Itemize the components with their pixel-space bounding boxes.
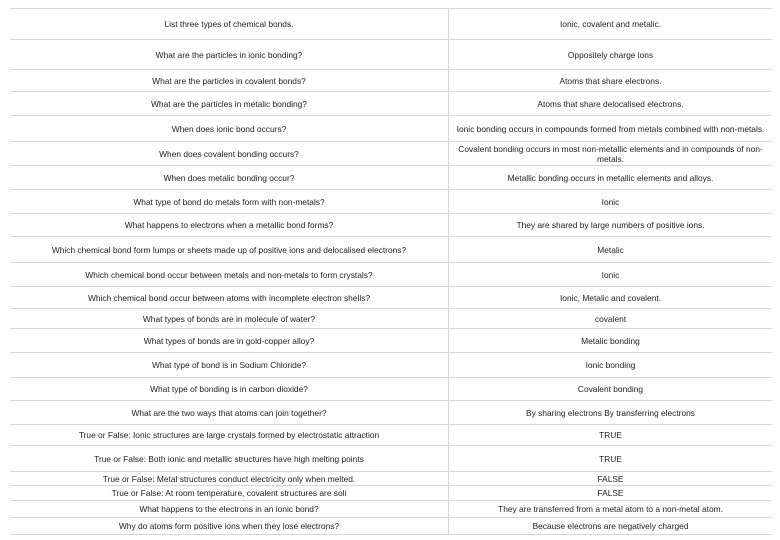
answer-cell: Oppositely charge ions — [567, 49, 654, 60]
question-cell: When does metalic bonding occur? — [10, 166, 449, 189]
answer-cell: Ionic, covalent and metalic. — [559, 19, 662, 29]
table-row — [10, 214, 772, 237]
table-row — [10, 353, 772, 378]
answer-cell: They are transferred from a metal atom to a non-metal atom. — [498, 504, 723, 514]
qa-table — [10, 8, 772, 535]
answer-cell: Atoms that share electrons. — [559, 75, 662, 86]
question-cell: True or False: At room temperature, covalent structures are soli — [10, 486, 449, 500]
table-row — [10, 92, 772, 116]
question-cell: What happens to the electrons in an ionic bond? — [10, 501, 449, 517]
question-cell: List three types of chemical bonds. — [10, 9, 449, 39]
table-row — [10, 70, 772, 92]
table-row — [10, 378, 772, 401]
table-row — [10, 142, 772, 166]
table-row — [10, 8, 772, 40]
answer-cell: Covalent bonding — [577, 384, 644, 394]
answer-cell: Ionic — [601, 196, 620, 207]
question-cell: Why do atoms form positive ions when they lose electrons? — [10, 518, 449, 534]
question-cell: True or False: Both ionic and metallic structures have high melting points — [10, 446, 449, 471]
table-row — [10, 166, 772, 190]
table-row — [10, 287, 772, 309]
answer-cell: Atoms that share delocalised electrons. — [537, 98, 684, 109]
question-cell: When does covalent bonding occurs? — [10, 142, 449, 165]
answer-cell: FALSE — [597, 488, 624, 498]
answer-cell: Covalent bonding occurs in most non-metallic elements and in compounds of non-metals. — [458, 143, 763, 164]
question-cell: Which chemical bond form lumps or sheets made up of positive ions and delocalised electrons? — [10, 237, 449, 262]
question-cell: What type of bond is in Sodium Chloride? — [10, 353, 449, 377]
table-row — [10, 446, 772, 472]
answer-cell: They are shared by large numbers of positive ions. — [516, 220, 705, 230]
answer-cell: Ionic bonding occurs in compounds formed from metals combined with non-metals. — [456, 123, 765, 134]
answer-cell: Metalic — [597, 244, 624, 255]
question-cell: When does ionic bond occurs? — [10, 116, 449, 141]
answer-cell: By sharing electrons By transferring electrons — [526, 407, 695, 418]
answer-cell: FALSE — [597, 473, 624, 484]
question-cell: What type of bonding is in carbon dioxide? — [10, 378, 449, 400]
question-cell: What are the particles in covalent bonds? — [10, 70, 449, 91]
question-cell: What types of bonds are in gold-copper alloy? — [10, 329, 449, 352]
answer-cell: Ionic, Metalic and covalent. — [559, 292, 662, 303]
answer-cell: TRUE — [599, 453, 622, 464]
question-cell: What type of bond do metals form with non-metals? — [10, 190, 449, 213]
question-cell: What are the particles in metalic bonding? — [10, 92, 449, 115]
table-row — [10, 472, 772, 486]
table-row — [10, 329, 772, 353]
answer-cell: TRUE — [599, 430, 622, 440]
answer-cell: Because electrons are negatively charged — [532, 521, 689, 531]
question-cell: True or False: Metal structures conduct electricity only when melted. — [10, 472, 449, 485]
answer-cell: Ionic bonding — [585, 360, 636, 370]
table-row — [10, 518, 772, 535]
question-cell: True or False: Ionic structures are large crystals formed by electrostatic attraction — [10, 425, 449, 445]
question-cell: What happens to electrons when a metallic bond forms? — [10, 214, 449, 236]
question-cell: Which chemical bond occur between atoms with incomplete electron shells? — [10, 287, 449, 308]
answer-cell: Metallic bonding occurs in metallic elements and alloys. — [507, 172, 714, 183]
table-row — [10, 425, 772, 446]
table-row — [10, 401, 772, 425]
table-row — [10, 116, 772, 142]
table-row — [10, 501, 772, 518]
answer-cell: Ionic — [601, 269, 620, 280]
table-row — [10, 486, 772, 501]
question-cell: What types of bonds are in molecule of water? — [10, 309, 449, 328]
answer-cell: Metalic bonding — [581, 335, 640, 346]
question-cell: What are the particles in ionic bonding? — [10, 40, 449, 69]
table-row — [10, 40, 772, 70]
answer-cell: covalent — [594, 313, 627, 324]
table-row — [10, 309, 772, 329]
table-row — [10, 263, 772, 287]
table-row — [10, 190, 772, 214]
question-cell: What are the two ways that atoms can join together? — [10, 401, 449, 424]
question-cell: Which chemical bond occur between metals and non-metals to form crystals? — [10, 263, 449, 286]
table-row — [10, 237, 772, 263]
